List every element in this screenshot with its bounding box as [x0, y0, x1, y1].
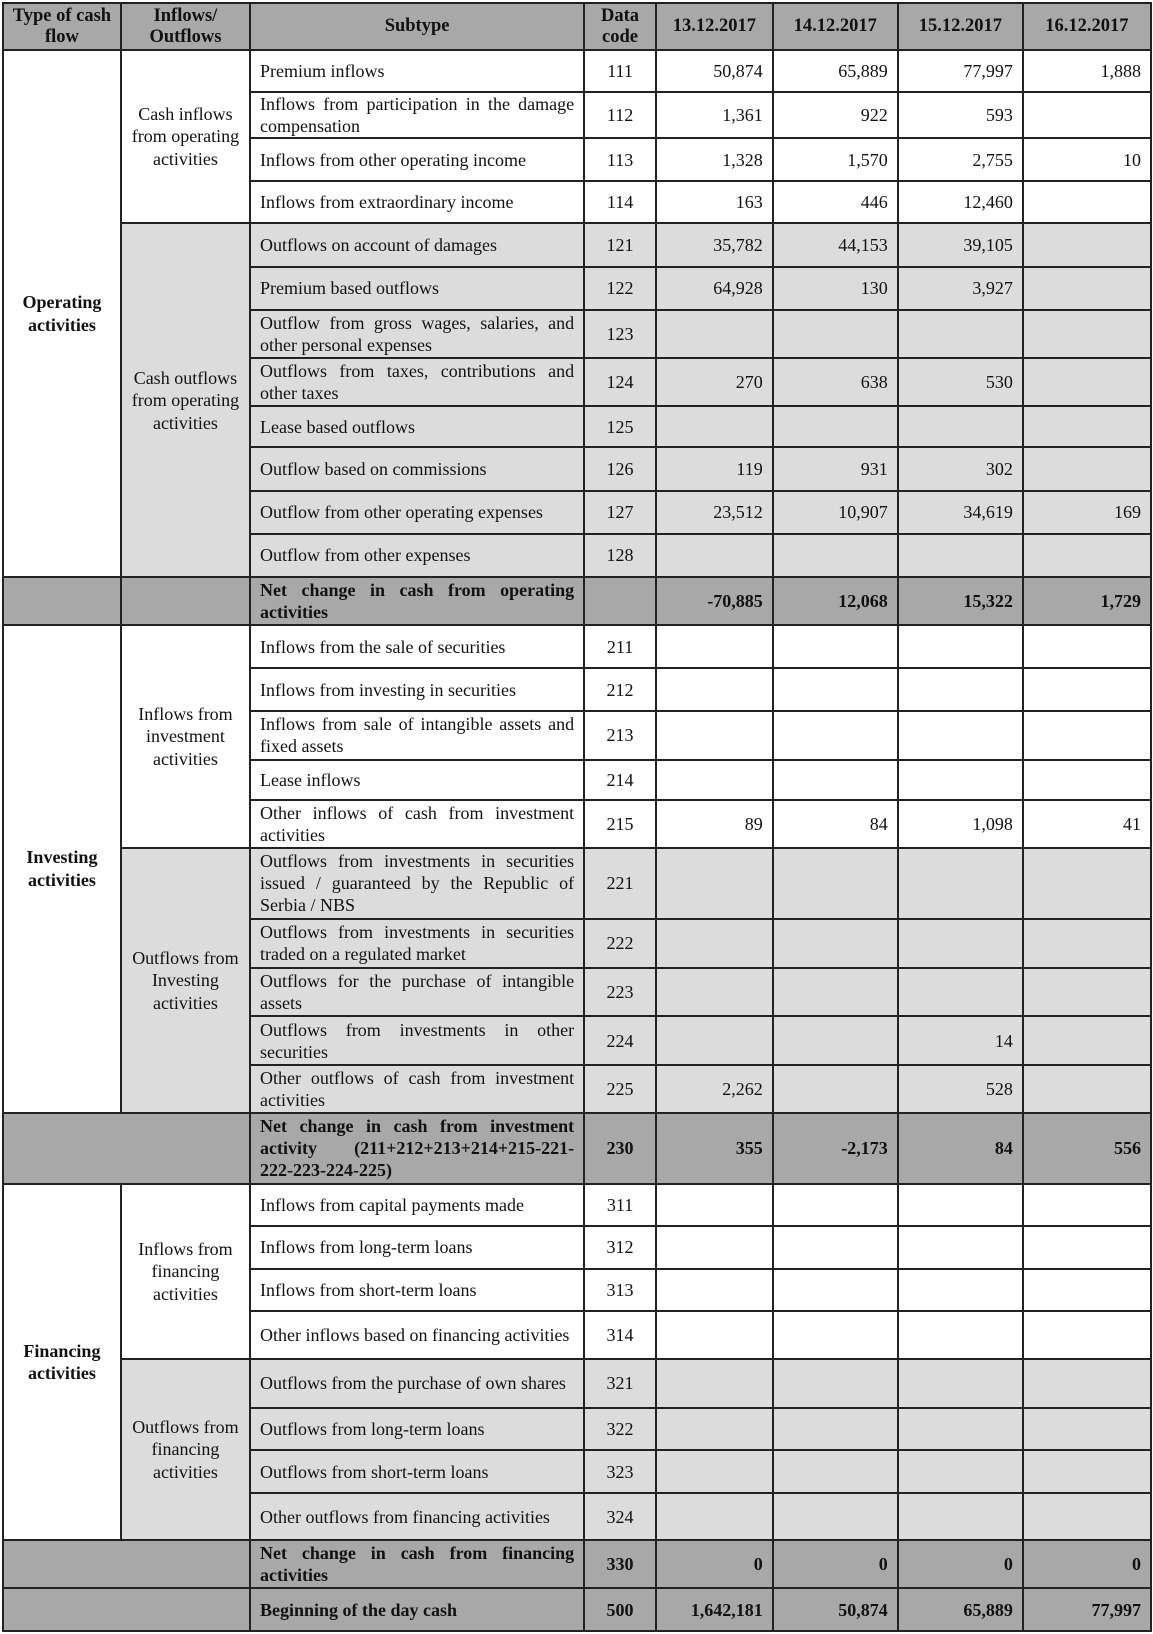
value-cell: 3,927	[898, 267, 1023, 310]
subtype-cell: Inflows from long-term loans	[250, 1226, 584, 1269]
financing-inflows-label: Inflows from financing activities	[121, 1184, 250, 1359]
code-cell: 222	[584, 919, 656, 968]
value-cell: 528	[898, 1065, 1023, 1113]
code-cell: 223	[584, 968, 656, 1017]
value-cell	[1023, 1493, 1151, 1541]
value-cell	[1023, 310, 1151, 359]
value-cell: 130	[773, 267, 898, 310]
value-cell	[656, 1359, 773, 1408]
net-value-cell: 15,322	[898, 577, 1023, 625]
net-value-cell: 355	[656, 1113, 773, 1184]
value-cell	[773, 848, 898, 919]
net-investing-label: Net change in cash from investment activity (211+212+213+214+215-221-222-223-224-225)	[250, 1113, 584, 1184]
value-cell	[656, 1408, 773, 1451]
investing-activities-label: Investing activities	[3, 625, 121, 1113]
header-date-1: 13.12.2017	[656, 3, 773, 50]
value-cell: 89	[656, 800, 773, 848]
value-cell	[773, 1065, 898, 1113]
value-cell	[1023, 1065, 1151, 1113]
code-cell: 122	[584, 267, 656, 310]
value-cell	[773, 1226, 898, 1269]
subtype-cell: Other outflows from financing activities	[250, 1493, 584, 1541]
value-cell	[773, 1016, 898, 1065]
value-cell	[656, 668, 773, 711]
financing-outflows-label: Outflows from financing activities	[121, 1359, 250, 1540]
net-value-cell: -2,173	[773, 1113, 898, 1184]
value-cell	[656, 1226, 773, 1269]
code-cell: 230	[584, 1113, 656, 1184]
value-cell: 77,997	[898, 50, 1023, 92]
header-date-2: 14.12.2017	[773, 3, 898, 50]
header-subtype: Subtype	[250, 3, 584, 50]
table-row	[3, 1359, 1151, 1408]
value-cell: 44,153	[773, 223, 898, 267]
value-cell	[773, 534, 898, 578]
value-cell	[898, 760, 1023, 801]
code-cell: 322	[584, 1408, 656, 1451]
table-row	[3, 1184, 1151, 1227]
code-cell: 225	[584, 1065, 656, 1113]
value-cell	[773, 668, 898, 711]
value-cell	[773, 1450, 898, 1493]
value-cell	[773, 310, 898, 359]
value-cell	[656, 1311, 773, 1359]
value-cell: 593	[898, 92, 1023, 139]
net-value-cell: 0	[898, 1540, 1023, 1588]
code-cell: 211	[584, 625, 656, 669]
code-cell: 127	[584, 491, 656, 534]
header-flow: Inflows/ Outflows	[121, 3, 250, 50]
subtype-cell: Outflows for the purchase of intangible assets	[250, 968, 584, 1017]
value-cell	[773, 1493, 898, 1541]
value-cell	[898, 1311, 1023, 1359]
value-cell: 1,361	[656, 92, 773, 139]
subtype-cell: Inflows from extraordinary income	[250, 181, 584, 224]
subtype-cell: Outflows from investments in other securities	[250, 1016, 584, 1065]
net-value-cell: 84	[898, 1113, 1023, 1184]
code-cell: 124	[584, 358, 656, 406]
code-cell: 324	[584, 1493, 656, 1541]
value-cell: 1,098	[898, 800, 1023, 848]
beginning-cash-row	[3, 1588, 1151, 1631]
header-date-4: 16.12.2017	[1023, 3, 1151, 50]
value-cell	[1023, 1226, 1151, 1269]
value-cell	[656, 310, 773, 359]
value-cell	[656, 968, 773, 1017]
value-cell: 50,874	[656, 50, 773, 92]
code-cell: 323	[584, 1450, 656, 1493]
net-value-cell: 556	[1023, 1113, 1151, 1184]
value-cell	[898, 668, 1023, 711]
value-cell	[1023, 668, 1151, 711]
subtype-cell: Outflows from investments in securities issued / guaranteed by the Republic of Serbia / NBS	[250, 848, 584, 919]
value-cell: 84	[773, 800, 898, 848]
subtype-cell: Outflow based on commissions	[250, 447, 584, 491]
subtype-cell: Outflows on account of damages	[250, 223, 584, 267]
empty-cell	[3, 1113, 250, 1184]
value-cell: 446	[773, 181, 898, 224]
code-cell: 500	[584, 1588, 656, 1631]
value-cell: 163	[656, 181, 773, 224]
net-operating-label: Net change in cash from operating activities	[250, 577, 584, 625]
value-cell	[898, 848, 1023, 919]
value-cell: 10	[1023, 138, 1151, 181]
empty-cell	[121, 577, 250, 625]
table-row	[3, 50, 1151, 92]
value-cell	[773, 625, 898, 669]
code-cell: 121	[584, 223, 656, 267]
value-cell	[898, 406, 1023, 448]
subtype-cell: Inflows from investing in securities	[250, 668, 584, 711]
beginning-value-cell: 50,874	[773, 1588, 898, 1631]
value-cell	[898, 625, 1023, 669]
value-cell	[773, 1269, 898, 1312]
value-cell	[1023, 625, 1151, 669]
value-cell: 270	[656, 358, 773, 406]
value-cell	[656, 848, 773, 919]
investing-inflows-label: Inflows from investment activities	[121, 625, 250, 848]
code-cell: 214	[584, 760, 656, 801]
net-investing-row	[3, 1113, 1151, 1184]
value-cell	[898, 711, 1023, 760]
subtype-cell: Inflows from participation in the damage compensation	[250, 92, 584, 139]
subtype-cell: Other inflows of cash from investment activities	[250, 800, 584, 848]
subtype-cell: Lease based outflows	[250, 406, 584, 448]
value-cell	[656, 919, 773, 968]
value-cell	[656, 760, 773, 801]
subtype-cell: Inflows from other operating income	[250, 138, 584, 181]
value-cell	[1023, 92, 1151, 139]
code-cell: 126	[584, 447, 656, 491]
value-cell	[1023, 711, 1151, 760]
code-cell: 125	[584, 406, 656, 448]
operating-outflows-label: Cash outflows from operating activities	[121, 223, 250, 577]
subtype-cell: Outflow from other operating expenses	[250, 491, 584, 534]
subtype-cell: Outflow from other expenses	[250, 534, 584, 578]
subtype-cell: Premium based outflows	[250, 267, 584, 310]
value-cell	[1023, 223, 1151, 267]
value-cell	[898, 1226, 1023, 1269]
value-cell	[898, 534, 1023, 578]
net-financing-label: Net change in cash from financing activities	[250, 1540, 584, 1588]
empty-cell	[3, 1588, 250, 1631]
code-cell: 114	[584, 181, 656, 224]
value-cell	[773, 760, 898, 801]
beginning-cash-label: Beginning of the day cash	[250, 1588, 584, 1631]
value-cell: 302	[898, 447, 1023, 491]
cash-flow-table	[2, 2, 1152, 1632]
value-cell: 1,888	[1023, 50, 1151, 92]
value-cell: 119	[656, 447, 773, 491]
value-cell	[1023, 760, 1151, 801]
code-cell: 221	[584, 848, 656, 919]
subtype-cell: Inflows from the sale of securities	[250, 625, 584, 669]
value-cell	[1023, 1408, 1151, 1451]
value-cell	[656, 625, 773, 669]
value-cell	[1023, 848, 1151, 919]
value-cell	[656, 1184, 773, 1227]
value-cell	[1023, 358, 1151, 406]
header-date-3: 15.12.2017	[898, 3, 1023, 50]
code-cell: 312	[584, 1226, 656, 1269]
value-cell: 34,619	[898, 491, 1023, 534]
beginning-value-cell: 77,997	[1023, 1588, 1151, 1631]
value-cell: 14	[898, 1016, 1023, 1065]
beginning-value-cell: 65,889	[898, 1588, 1023, 1631]
value-cell	[656, 711, 773, 760]
subtype-cell: Premium inflows	[250, 50, 584, 92]
value-cell	[773, 1359, 898, 1408]
table-row	[3, 625, 1151, 669]
header-type: Type of cash flow	[3, 3, 121, 50]
value-cell	[1023, 1269, 1151, 1312]
value-cell: 169	[1023, 491, 1151, 534]
code-cell: 112	[584, 92, 656, 139]
net-value-cell: 0	[1023, 1540, 1151, 1588]
value-cell	[1023, 1359, 1151, 1408]
value-cell: 1,328	[656, 138, 773, 181]
value-cell: 10,907	[773, 491, 898, 534]
value-cell	[898, 1359, 1023, 1408]
value-cell: 23,512	[656, 491, 773, 534]
code-cell: 113	[584, 138, 656, 181]
value-cell	[1023, 1016, 1151, 1065]
subtype-cell: Other outflows of cash from investment activities	[250, 1065, 584, 1113]
value-cell	[1023, 406, 1151, 448]
operating-activities-label: Operating activities	[3, 50, 121, 577]
value-cell	[1023, 1450, 1151, 1493]
value-cell: 39,105	[898, 223, 1023, 267]
subtype-cell: Inflows from sale of intangible assets and fixed assets	[250, 711, 584, 760]
net-value-cell: 0	[656, 1540, 773, 1588]
value-cell	[898, 1269, 1023, 1312]
value-cell	[656, 1450, 773, 1493]
code-cell: 128	[584, 534, 656, 578]
subtype-cell: Outflows from long-term loans	[250, 1408, 584, 1451]
subtype-cell: Lease inflows	[250, 760, 584, 801]
empty-cell	[3, 1540, 250, 1588]
net-operating-row	[3, 577, 1151, 625]
code-cell	[584, 577, 656, 625]
code-cell: 224	[584, 1016, 656, 1065]
net-value-cell: 1,729	[1023, 577, 1151, 625]
code-cell: 314	[584, 1311, 656, 1359]
code-cell: 123	[584, 310, 656, 359]
net-financing-row	[3, 1540, 1151, 1588]
subtype-cell: Outflow from gross wages, salaries, and other personal expenses	[250, 310, 584, 359]
code-cell: 212	[584, 668, 656, 711]
value-cell: 41	[1023, 800, 1151, 848]
value-cell	[656, 406, 773, 448]
value-cell	[773, 1408, 898, 1451]
value-cell: 2,262	[656, 1065, 773, 1113]
header-row	[3, 3, 1151, 50]
code-cell: 111	[584, 50, 656, 92]
value-cell: 2,755	[898, 138, 1023, 181]
code-cell: 321	[584, 1359, 656, 1408]
subtype-cell: Outflows from the purchase of own shares	[250, 1359, 584, 1408]
value-cell: 64,928	[656, 267, 773, 310]
value-cell: 931	[773, 447, 898, 491]
value-cell: 922	[773, 92, 898, 139]
value-cell	[1023, 919, 1151, 968]
value-cell	[898, 1450, 1023, 1493]
code-cell: 313	[584, 1269, 656, 1312]
value-cell	[1023, 968, 1151, 1017]
net-value-cell: 0	[773, 1540, 898, 1588]
value-cell	[773, 406, 898, 448]
value-cell	[1023, 181, 1151, 224]
value-cell	[898, 919, 1023, 968]
value-cell: 638	[773, 358, 898, 406]
code-cell: 213	[584, 711, 656, 760]
subtype-cell: Inflows from short-term loans	[250, 1269, 584, 1312]
value-cell	[656, 534, 773, 578]
value-cell	[773, 1184, 898, 1227]
net-value-cell: 12,068	[773, 577, 898, 625]
value-cell: 530	[898, 358, 1023, 406]
value-cell	[898, 1408, 1023, 1451]
value-cell: 35,782	[656, 223, 773, 267]
subtype-cell: Outflows from taxes, contributions and other taxes	[250, 358, 584, 406]
value-cell	[1023, 534, 1151, 578]
value-cell	[656, 1016, 773, 1065]
value-cell	[898, 1493, 1023, 1541]
empty-cell	[3, 577, 121, 625]
value-cell	[656, 1493, 773, 1541]
beginning-value-cell: 1,642,181	[656, 1588, 773, 1631]
value-cell	[773, 968, 898, 1017]
value-cell	[898, 1184, 1023, 1227]
value-cell	[773, 919, 898, 968]
table-row	[3, 223, 1151, 267]
net-value-cell: -70,885	[656, 577, 773, 625]
value-cell	[656, 1269, 773, 1312]
header-code: Data code	[584, 3, 656, 50]
value-cell	[1023, 447, 1151, 491]
value-cell: 65,889	[773, 50, 898, 92]
subtype-cell: Inflows from capital payments made	[250, 1184, 584, 1227]
value-cell	[773, 711, 898, 760]
financing-activities-label: Financing activities	[3, 1184, 121, 1541]
subtype-cell: Outflows from short-term loans	[250, 1450, 584, 1493]
subtype-cell: Other inflows based on financing activities	[250, 1311, 584, 1359]
value-cell	[773, 1311, 898, 1359]
value-cell: 12,460	[898, 181, 1023, 224]
value-cell	[898, 310, 1023, 359]
value-cell: 1,570	[773, 138, 898, 181]
code-cell: 215	[584, 800, 656, 848]
code-cell: 330	[584, 1540, 656, 1588]
value-cell	[898, 968, 1023, 1017]
investing-outflows-label: Outflows from Investing activities	[121, 848, 250, 1113]
operating-inflows-label: Cash inflows from operating activities	[121, 50, 250, 223]
value-cell	[1023, 267, 1151, 310]
value-cell	[1023, 1311, 1151, 1359]
subtype-cell: Outflows from investments in securities traded on a regulated market	[250, 919, 584, 968]
table-row	[3, 848, 1151, 919]
code-cell: 311	[584, 1184, 656, 1227]
value-cell	[1023, 1184, 1151, 1227]
